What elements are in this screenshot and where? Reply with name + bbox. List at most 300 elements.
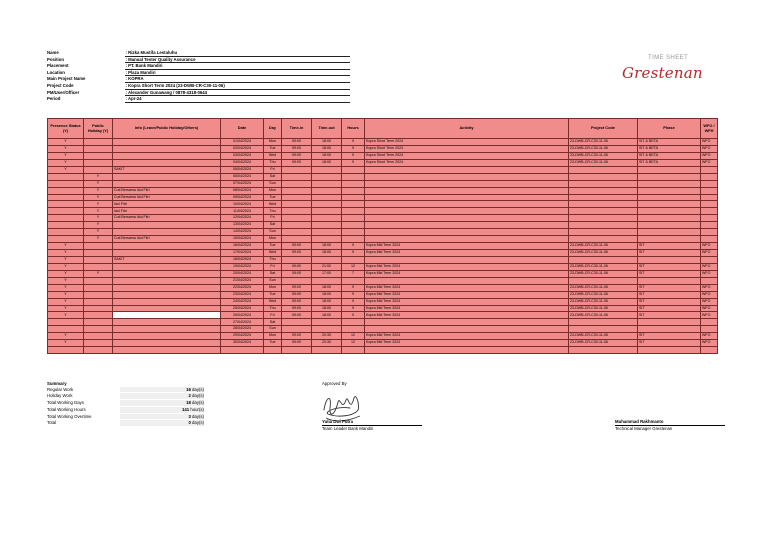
table-cell <box>638 215 701 222</box>
info-row <box>47 57 350 64</box>
table-cell: Y <box>84 229 113 236</box>
table-cell <box>113 152 221 159</box>
table-cell: 23-DWB-CR-C30-11-06 <box>569 305 638 312</box>
table-cell: 28/04/2024 <box>221 326 264 333</box>
table-cell: 03/04/2024 <box>221 152 264 159</box>
table-cell <box>342 215 365 222</box>
table-cell <box>638 326 701 333</box>
table-cell <box>701 319 718 326</box>
table-cell: SIT & BETA <box>638 145 701 152</box>
summary-label: Total <box>47 420 57 426</box>
table-cell <box>264 347 282 354</box>
table-cell: WFO <box>701 159 718 166</box>
table-cell <box>312 215 342 222</box>
table-cell: Thu <box>264 208 282 215</box>
table-cell: Kopra Mid Term 2024 <box>365 250 569 257</box>
table-cell <box>342 347 365 354</box>
table-cell: Sun <box>264 277 282 284</box>
info-value: : Kopra Short Term 2024 (23-DWB-CR-C30-11-06) <box>125 83 350 90</box>
table-row <box>48 243 718 250</box>
table-cell: Kopra Short Term 2024 <box>365 145 569 152</box>
table-cell <box>48 173 84 180</box>
table-row <box>48 312 718 319</box>
info-row <box>47 83 350 90</box>
table-cell <box>282 229 312 236</box>
info-row <box>47 90 350 97</box>
signer1-title: Team Leader Bank Mandiri <box>322 425 374 431</box>
table-cell: 18:00 <box>312 312 342 319</box>
table-cell <box>282 347 312 354</box>
approved-by-label: Approved By <box>322 381 347 386</box>
timesheet-title: TIME SHEET <box>648 54 689 61</box>
table-cell <box>113 139 221 146</box>
table-cell: WFO <box>701 250 718 257</box>
table-cell: SIT <box>638 333 701 340</box>
table-cell <box>48 222 84 229</box>
column-header: Project Code <box>569 119 638 139</box>
table-cell <box>638 222 701 229</box>
table-cell: 23-DWB-CR-C30-11-06 <box>569 284 638 291</box>
table-cell: 09:00 <box>282 284 312 291</box>
table-cell: 18:00 <box>312 152 342 159</box>
table-cell: 9 <box>342 291 365 298</box>
info-value: : PT. Bank Mandiri <box>125 63 350 70</box>
table-cell <box>282 194 312 201</box>
table-cell: 10/04/2024 <box>221 201 264 208</box>
table-cell: Y <box>84 208 113 215</box>
table-cell <box>113 270 221 277</box>
table-cell <box>701 187 718 194</box>
table-cell <box>342 194 365 201</box>
table-cell <box>342 201 365 208</box>
table-row <box>48 263 718 270</box>
table-row <box>48 194 718 201</box>
column-header: Time-in <box>282 119 312 139</box>
table-cell: 09:00 <box>282 243 312 250</box>
table-cell <box>569 347 638 354</box>
summary-unit: day(s) <box>192 386 204 392</box>
summary-unit: day(s) <box>192 400 204 406</box>
info-label: Main Project Name <box>47 76 86 82</box>
table-cell: 09:00 <box>282 145 312 152</box>
table-cell: 9 <box>342 298 365 305</box>
summary-label: Holiday Work <box>47 393 73 399</box>
table-cell <box>84 166 113 173</box>
table-cell <box>113 263 221 270</box>
info-label: PM/User/Officer <box>47 89 80 95</box>
table-cell <box>84 333 113 340</box>
summary-label: Total Working Overtime <box>47 413 92 419</box>
table-cell <box>638 229 701 236</box>
table-cell <box>48 236 84 243</box>
table-cell: 11/04/2024 <box>221 208 264 215</box>
table-cell: Cuti Bersama Idul Fitri <box>113 215 221 222</box>
table-cell: WFO <box>701 270 718 277</box>
table-cell: 07/04/2024 <box>221 180 264 187</box>
summary-row <box>47 393 204 400</box>
table-cell: Mon <box>264 236 282 243</box>
table-row <box>48 298 718 305</box>
table-cell: SIT & BETA <box>638 152 701 159</box>
table-cell: 27/04/2024 <box>221 319 264 326</box>
table-cell <box>365 180 569 187</box>
table-cell <box>701 229 718 236</box>
table-cell: 25/04/2024 <box>221 305 264 312</box>
table-cell <box>113 173 221 180</box>
table-cell: 26/04/2024 <box>221 312 264 319</box>
table-cell <box>312 187 342 194</box>
table-cell: Y <box>48 305 84 312</box>
table-cell: 20/04/2024 <box>221 270 264 277</box>
table-cell: 23-DWB-CR-C30-11-06 <box>569 340 638 347</box>
table-cell: Kopra Short Term 2024 <box>365 139 569 146</box>
table-cell: Y <box>84 222 113 229</box>
summary-number: 2 <box>188 393 191 399</box>
table-cell: 09:00 <box>282 250 312 257</box>
summary-number: 18 <box>186 400 191 406</box>
table-cell: 09/04/2024 <box>221 194 264 201</box>
table-row <box>48 229 718 236</box>
table-cell: 23-DWB-CR-C30-11-06 <box>569 333 638 340</box>
table-cell: SIT <box>638 284 701 291</box>
column-header: Time-out <box>312 119 342 139</box>
table-cell <box>701 194 718 201</box>
table-cell <box>342 319 365 326</box>
table-cell: 09:00 <box>282 270 312 277</box>
table-cell <box>638 347 701 354</box>
table-cell <box>84 152 113 159</box>
table-row <box>48 340 718 347</box>
table-cell <box>113 291 221 298</box>
table-cell <box>701 180 718 187</box>
table-cell: 30/04/2024 <box>221 340 264 347</box>
table-cell: Kopra Mid Term 2024 <box>365 305 569 312</box>
table-cell: 09:00 <box>282 340 312 347</box>
table-cell: 12/04/2024 <box>221 215 264 222</box>
table-cell: 9 <box>342 250 365 257</box>
table-cell: Y <box>84 215 113 222</box>
info-label: Location <box>47 69 65 75</box>
table-row <box>48 145 718 152</box>
table-cell: 18:00 <box>312 145 342 152</box>
summary-number: 3 <box>188 413 191 419</box>
table-cell: Fri <box>264 215 282 222</box>
table-row <box>48 222 718 229</box>
table-cell: 9 <box>342 139 365 146</box>
table-cell: 23-DWB-CR-C30-11-06 <box>569 250 638 257</box>
summary-row <box>47 420 204 427</box>
table-row <box>48 319 718 326</box>
table-cell <box>569 256 638 263</box>
table-cell <box>569 208 638 215</box>
table-cell <box>113 229 221 236</box>
table-cell <box>638 194 701 201</box>
table-cell <box>638 201 701 208</box>
table-cell <box>569 166 638 173</box>
table-cell: SIT & BETA <box>638 159 701 166</box>
table-cell <box>569 215 638 222</box>
table-cell: Sun <box>264 180 282 187</box>
table-cell <box>48 187 84 194</box>
table-row <box>48 173 718 180</box>
table-row <box>48 139 718 146</box>
table-cell <box>282 222 312 229</box>
table-cell: Y <box>48 270 84 277</box>
table-cell <box>569 187 638 194</box>
table-cell: 18:00 <box>312 284 342 291</box>
table-cell: Kopra Mid Term 2024 <box>365 284 569 291</box>
table-cell <box>365 215 569 222</box>
table-cell: Y <box>84 236 113 243</box>
table-cell: 09:00 <box>282 305 312 312</box>
table-cell <box>312 256 342 263</box>
table-cell <box>312 194 342 201</box>
table-cell <box>701 201 718 208</box>
table-cell: 9 <box>342 305 365 312</box>
summary-number: 16 <box>186 386 191 392</box>
table-cell <box>365 222 569 229</box>
table-cell: Fri <box>264 312 282 319</box>
summary-value <box>120 420 204 427</box>
table-cell <box>282 208 312 215</box>
table-cell: Sun <box>264 326 282 333</box>
info-row <box>47 96 350 103</box>
table-cell <box>638 319 701 326</box>
summary-value <box>120 387 204 394</box>
table-row <box>48 187 718 194</box>
table-cell: 18/04/2024 <box>221 256 264 263</box>
table-row <box>48 250 718 257</box>
table-cell <box>638 236 701 243</box>
table-cell: 9 <box>342 312 365 319</box>
table-cell <box>569 236 638 243</box>
table-cell: SIT <box>638 291 701 298</box>
table-cell <box>569 180 638 187</box>
summary-value <box>120 407 204 414</box>
table-cell: 18:00 <box>312 305 342 312</box>
summary-value <box>120 414 204 421</box>
table-cell: Kopra Short Term 2024 <box>365 152 569 159</box>
table-cell <box>312 347 342 354</box>
table-cell <box>84 305 113 312</box>
table-cell: 18:00 <box>312 243 342 250</box>
table-cell: 06/04/2024 <box>221 173 264 180</box>
table-cell: Y <box>48 263 84 270</box>
table-cell: Wed <box>264 298 282 305</box>
table-cell <box>569 277 638 284</box>
table-cell <box>48 319 84 326</box>
table-cell <box>84 319 113 326</box>
table-cell <box>113 305 221 312</box>
table-cell: Y <box>48 312 84 319</box>
table-cell <box>84 291 113 298</box>
table-cell: Fri <box>264 263 282 270</box>
table-cell: Idul Fitri <box>113 201 221 208</box>
table-cell <box>312 277 342 284</box>
table-cell: SIT <box>638 312 701 319</box>
table-cell <box>113 347 221 354</box>
table-row <box>48 347 718 354</box>
table-cell: 21:00 <box>312 263 342 270</box>
table-cell: WFO <box>701 243 718 250</box>
table-cell: 9 <box>342 152 365 159</box>
table-cell <box>342 180 365 187</box>
table-cell: WFO <box>701 139 718 146</box>
table-cell <box>282 201 312 208</box>
table-cell <box>84 145 113 152</box>
info-row <box>47 63 350 70</box>
table-cell <box>48 201 84 208</box>
table-cell: 12 <box>342 263 365 270</box>
table-cell <box>84 243 113 250</box>
table-cell: Cuti Bersama Idul Fitri <box>113 194 221 201</box>
table-cell: 09:00 <box>282 333 312 340</box>
table-row <box>48 180 718 187</box>
table-cell: 12 <box>342 333 365 340</box>
table-cell: Sun <box>264 229 282 236</box>
table-cell: WFO <box>701 305 718 312</box>
table-cell <box>113 326 221 333</box>
table-cell: Cuti Bersama Idul Fitri <box>113 187 221 194</box>
table-cell: 16/04/2024 <box>221 243 264 250</box>
table-cell: WFO <box>701 312 718 319</box>
table-cell: Idul Fitri <box>113 208 221 215</box>
summary-row <box>47 387 204 394</box>
table-cell: 29/04/2024 <box>221 333 264 340</box>
table-cell: 23-DWB-CR-C30-11-06 <box>569 263 638 270</box>
table-cell: Kopra Mid Term 2024 <box>365 298 569 305</box>
table-cell <box>342 166 365 173</box>
table-cell: 9 <box>342 243 365 250</box>
table-cell <box>84 326 113 333</box>
summary-value <box>120 393 204 400</box>
table-cell <box>282 215 312 222</box>
table-cell <box>48 215 84 222</box>
table-cell: 01/04/2024 <box>221 139 264 146</box>
table-cell: 23-DWB-CR-C30-11-06 <box>569 139 638 146</box>
table-cell <box>365 236 569 243</box>
info-label: Project Code <box>47 82 74 88</box>
table-cell: Kopra Mid Term 2024 <box>365 270 569 277</box>
table-cell: Tue <box>264 145 282 152</box>
table-cell: Kopra Mid Term 2024 <box>365 312 569 319</box>
table-cell: Y <box>48 298 84 305</box>
table-cell <box>569 326 638 333</box>
table-cell <box>365 256 569 263</box>
table-cell: WFO <box>701 291 718 298</box>
table-cell <box>569 173 638 180</box>
table-cell: WFO <box>701 284 718 291</box>
table-cell: Y <box>48 250 84 257</box>
table-cell: 21/04/2024 <box>221 277 264 284</box>
table-cell: Y <box>84 173 113 180</box>
table-cell <box>84 250 113 257</box>
table-cell <box>701 215 718 222</box>
table-cell: 02/04/2024 <box>221 145 264 152</box>
summary-row <box>47 414 204 421</box>
info-label: Placement <box>47 63 69 69</box>
table-cell: 08/04/2024 <box>221 187 264 194</box>
employee-info <box>47 50 350 103</box>
table-cell <box>113 250 221 257</box>
table-cell: Mon <box>264 284 282 291</box>
table-cell <box>113 333 221 340</box>
table-cell <box>638 173 701 180</box>
table-cell <box>342 173 365 180</box>
info-row <box>47 76 350 83</box>
info-row <box>47 70 350 77</box>
table-cell: WFO <box>701 152 718 159</box>
table-cell: 18:00 <box>312 159 342 166</box>
table-cell <box>638 256 701 263</box>
table-cell: 12 <box>342 340 365 347</box>
table-cell <box>342 187 365 194</box>
table-cell <box>365 347 569 354</box>
table-cell <box>365 277 569 284</box>
signer-technical-manager <box>615 419 725 431</box>
table-cell: Mon <box>264 187 282 194</box>
table-cell: WFO <box>701 340 718 347</box>
table-cell <box>569 194 638 201</box>
summary-row <box>47 400 204 407</box>
table-cell <box>282 326 312 333</box>
table-cell: Tue <box>264 291 282 298</box>
table-cell: 17:00 <box>312 270 342 277</box>
table-cell <box>569 319 638 326</box>
table-cell <box>342 236 365 243</box>
table-cell <box>312 236 342 243</box>
table-cell: Tue <box>264 243 282 250</box>
table-cell: 23-DWB-CR-C30-11-06 <box>569 145 638 152</box>
table-row <box>48 159 718 166</box>
table-cell: Wed <box>264 201 282 208</box>
column-header: Phase <box>638 119 701 139</box>
table-cell: 15/04/2024 <box>221 236 264 243</box>
table-cell: 23-DWB-CR-C30-11-06 <box>569 243 638 250</box>
table-cell: Y <box>48 256 84 263</box>
column-header: Hours <box>342 119 365 139</box>
table-cell: 14/04/2024 <box>221 229 264 236</box>
table-header-row <box>48 119 718 139</box>
table-cell: Wed <box>264 250 282 257</box>
table-cell: Y <box>48 152 84 159</box>
column-header: Presence Status (Y) <box>48 119 84 139</box>
table-cell <box>701 208 718 215</box>
table-cell <box>365 173 569 180</box>
table-cell <box>221 347 264 354</box>
table-row <box>48 333 718 340</box>
summary-unit: day(s) <box>192 393 204 399</box>
table-cell: 13/04/2024 <box>221 222 264 229</box>
summary-heading: Summary <box>47 381 67 386</box>
table-cell: Sat <box>264 222 282 229</box>
table-cell: 9 <box>342 159 365 166</box>
table-cell <box>312 326 342 333</box>
table-cell: SIT <box>638 243 701 250</box>
table-cell: 20:30 <box>312 340 342 347</box>
summary-label: Total Working Days <box>47 400 84 406</box>
table-cell <box>48 326 84 333</box>
table-cell <box>638 180 701 187</box>
table-cell <box>638 277 701 284</box>
table-cell: 23-DWB-CR-C30-11-06 <box>569 291 638 298</box>
table-cell: SIT & BETA <box>638 139 701 146</box>
table-cell: 9 <box>342 145 365 152</box>
table-cell: Sat <box>264 173 282 180</box>
table-cell: 05/04/2024 <box>221 166 264 173</box>
table-cell <box>342 326 365 333</box>
table-row <box>48 277 718 284</box>
